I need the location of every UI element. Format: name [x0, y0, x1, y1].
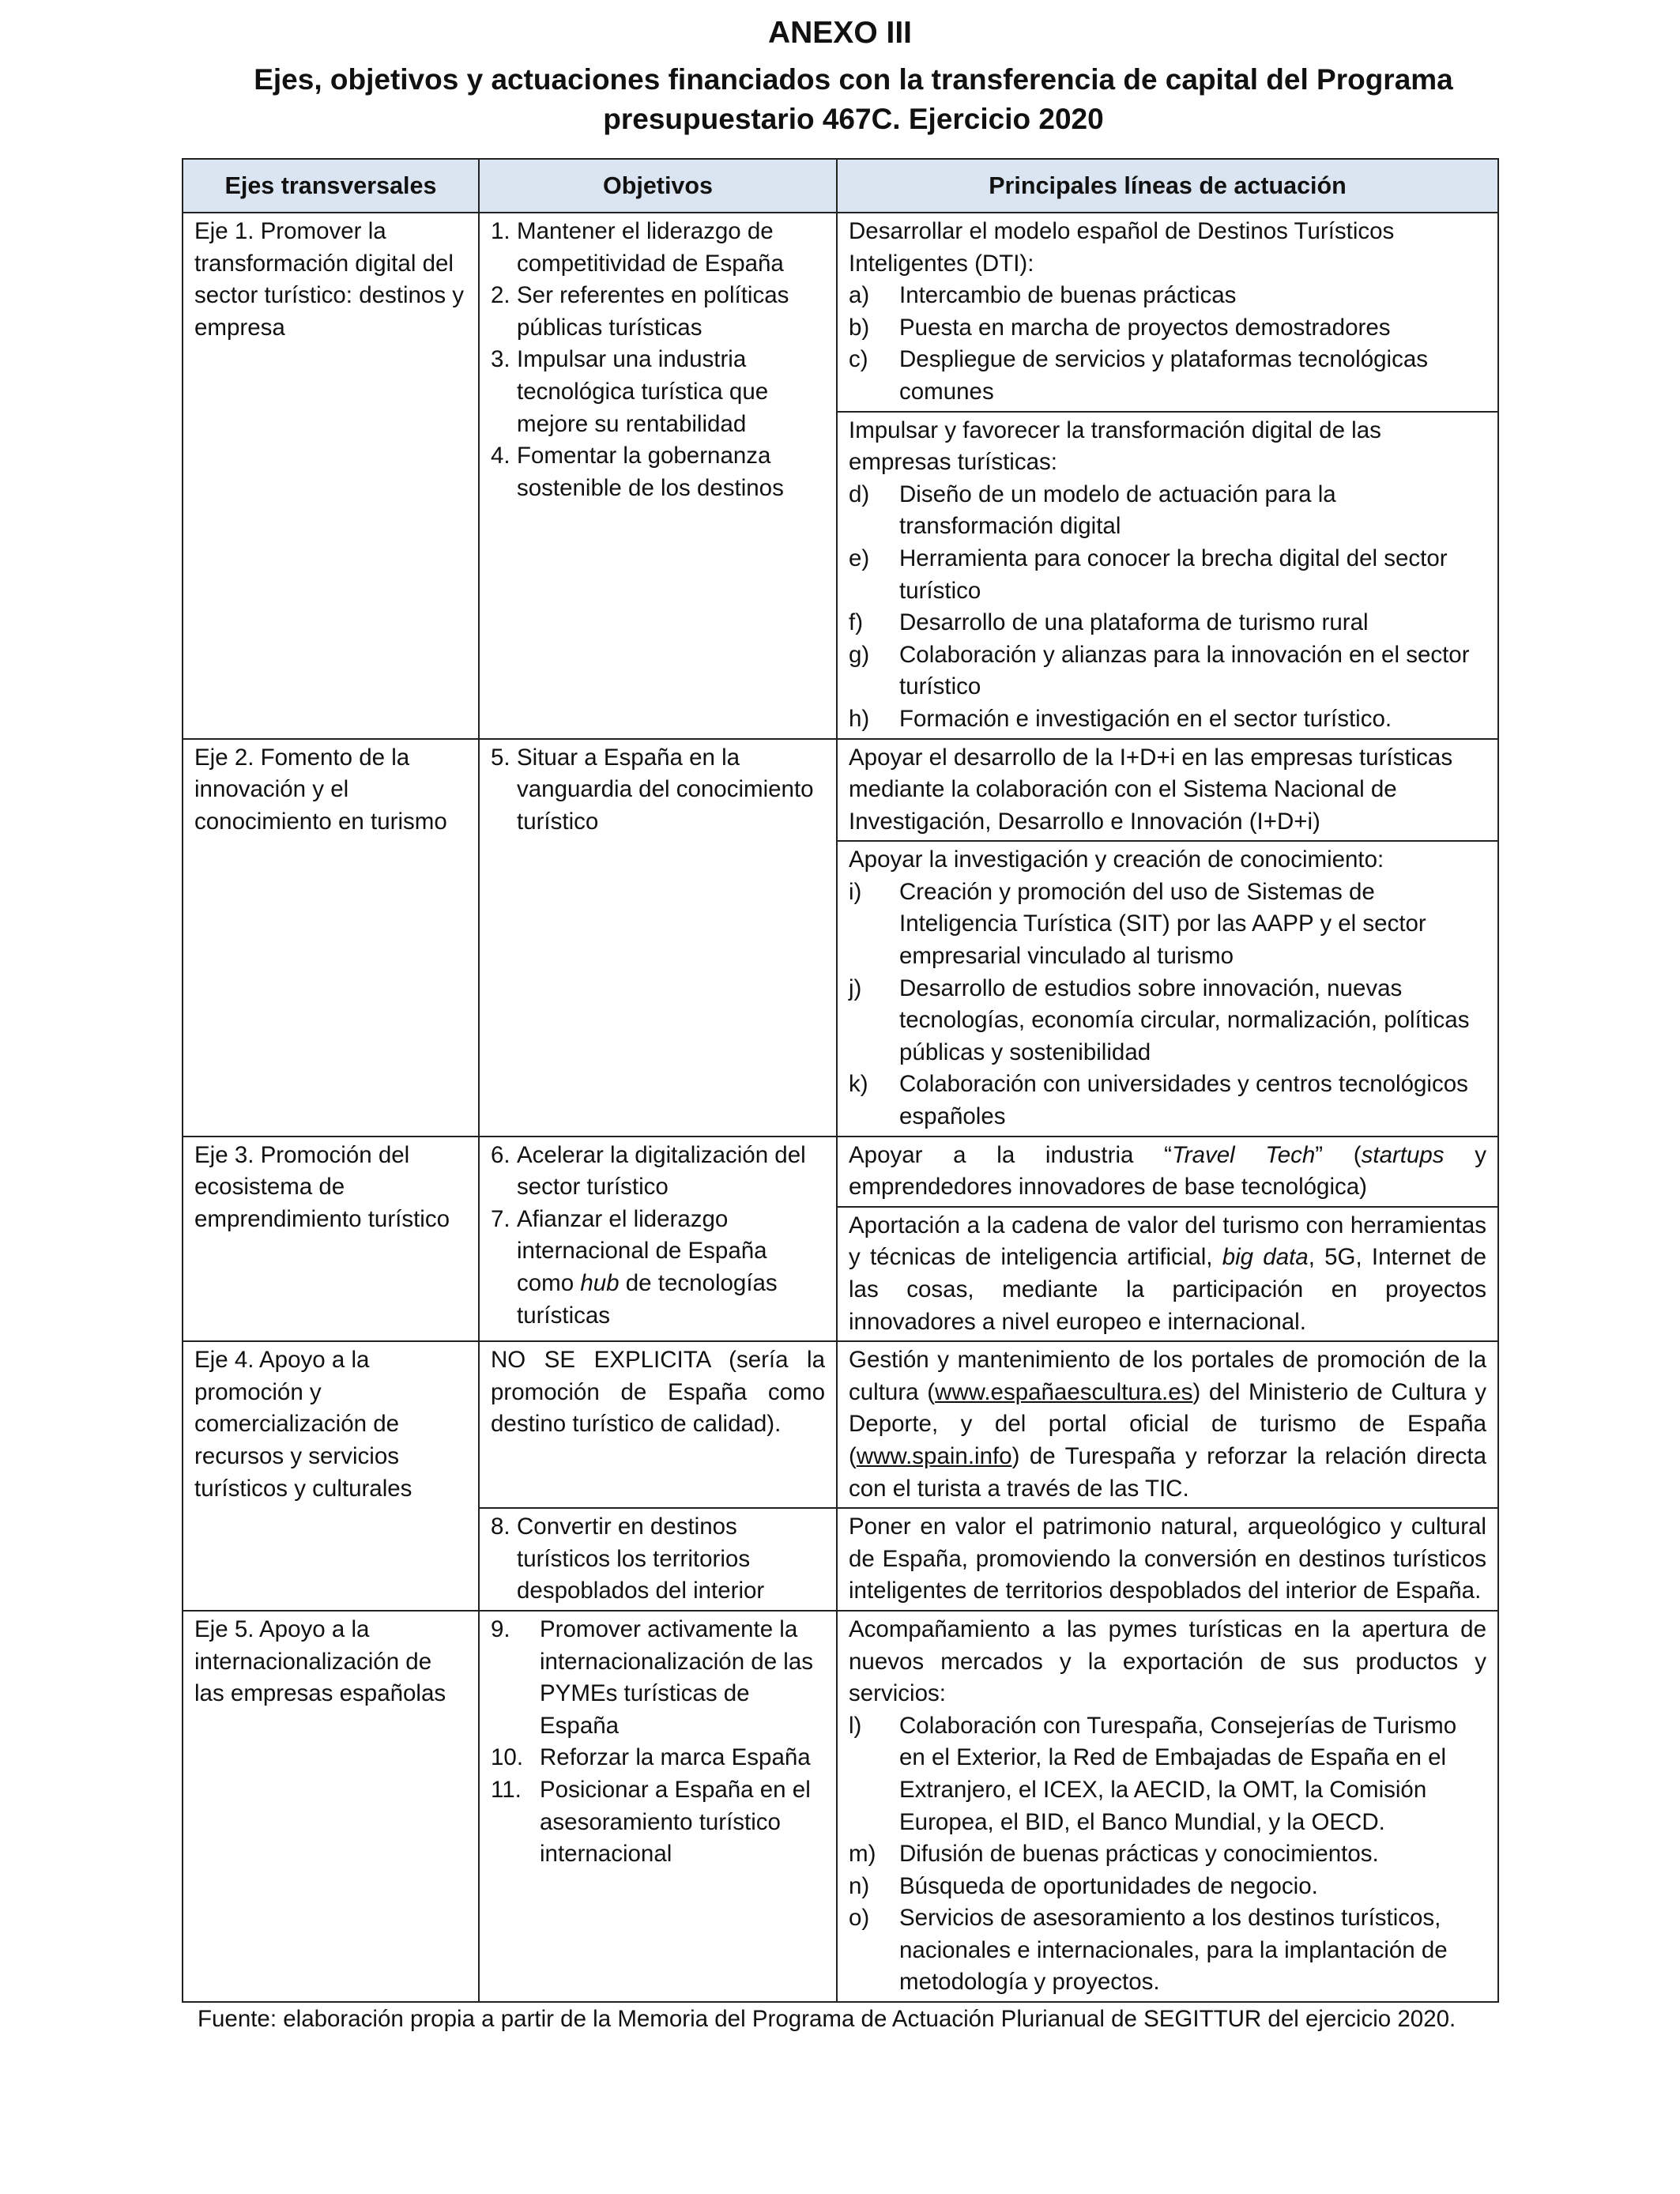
- axis-cell-eje1: Eje 1. Promover la transformación digital del sector turístico: destinos y empresa: [183, 213, 479, 739]
- list-item: 10. Reforzar la marca España: [491, 1744, 811, 1771]
- action-cell-eje4-heritage: Poner en valor el patrimonio natural, arqueológico y cultural de España, promoviendo la conversión en destinos turísticos inteligentes de territorios despoblados del interior de España.: [837, 1508, 1498, 1611]
- list-item: 7. Afianzar el liderazgo internacional de España como hub de tecnologías turísticas: [491, 1205, 778, 1329]
- axis-cell-eje3: Eje 3. Promoción del ecosistema de emprendimiento turístico: [183, 1137, 479, 1342]
- objectives-cell-eje3: [479, 1137, 837, 1342]
- list-item: 1. Mantener el liderazgo de competitividad de España: [491, 218, 784, 277]
- list-item: 2. Ser referentes en políticas públicas turísticas: [491, 282, 789, 341]
- table-header-row: [183, 159, 1498, 213]
- axis-cell-eje4: Eje 4. Apoyo a la promoción y comercialización de recursos y servicios turísticos y culturales: [183, 1341, 479, 1611]
- action-cell-eje3-traveltech: Apoyar a la industria “Travel Tech” (startups y emprendedores innovadores de base tecnológica): [837, 1137, 1498, 1207]
- source-note: Fuente: elaboración propia a partir de la Memoria del Programa de Actuación Plurianual de SEGITTUR del ejercicio 2020.: [198, 2006, 1456, 2032]
- link-espanaescultura[interactable]: www.españaescultura.es: [935, 1378, 1193, 1405]
- header-objetivos: Objetivos: [479, 159, 837, 213]
- action-intro: Impulsar y favorecer la transformación digital de las empresas turísticas:: [849, 417, 1381, 476]
- list-item: 4. Fomentar la gobernanza sostenible de los destinos: [491, 443, 784, 501]
- action-intro: Desarrollar el modelo español de Destinos Turísticos Inteligentes (DTI):: [849, 218, 1395, 277]
- action-cell-eje4-portals: Gestión y mantenimiento de los portales de promoción de la cultura (www.españaescultura.es) del Ministerio de Cultura y Deporte, y del portal oficial de turismo de España (www.spain.info) de Turespaña y reforzar la relación directa con el turista a través de las TIC.: [837, 1341, 1498, 1508]
- action-cell-eje2-research: [837, 841, 1498, 1136]
- list-item: c) Despliegue de servicios y plataformas tecnológicas comunes: [849, 346, 1429, 405]
- list-item: 11. Posicionar a España en el asesoramiento turístico internacional: [491, 1776, 811, 1868]
- objectives-cell-eje4b: [479, 1508, 837, 1611]
- list-item: i) Creación y promoción del uso de Sistemas de Inteligencia Turística (SIT) por las AAPP y el sector empresarial vinculado al turismo: [849, 878, 1426, 970]
- list-item: o) Servicios de asesoramiento a los destinos turísticos, nacionales e internacionales, para la implantación de metodología y proyectos.: [849, 1905, 1448, 1996]
- list-item: l) Colaboración con Turespaña, Consejerías de Turismo en el Exterior, la Red de Embajadas de España en el Extranjero, el ICEX, la AECID, la OMT, la Comisión Europea, el BID, el Banco Mundial, y la OECD.: [849, 1712, 1457, 1835]
- list-item: a) Intercambio de buenas prácticas: [849, 282, 1237, 309]
- action-cell-eje5: [837, 1611, 1498, 2002]
- list-item: 8. Convertir en destinos turísticos los territorios despoblados del interior: [491, 1514, 765, 1604]
- objectives-cell-eje2: [479, 739, 837, 1137]
- table-row: [183, 1137, 1498, 1207]
- list-item: 5. Situar a España en la vanguardia del conocimiento turístico: [491, 744, 814, 835]
- list-item: f) Desarrollo de una plataforma de turismo rural: [849, 609, 1369, 636]
- annex-title: ANEXO III: [767, 16, 913, 50]
- list-item: m) Difusión de buenas prácticas y conocimientos.: [849, 1841, 1379, 1868]
- list-item: n) Búsqueda de oportunidades de negocio.: [849, 1872, 1318, 1899]
- list-item: d) Diseño de un modelo de actuación para la transformación digital: [849, 481, 1336, 540]
- list-item: j) Desarrollo de estudios sobre innovación, nuevas tecnologías, economía circular, normalización, políticas públicas y sostenibilidad: [849, 974, 1470, 1065]
- table-row: [183, 739, 1498, 842]
- list-item: b) Puesta en marcha de proyectos demostradores: [849, 314, 1391, 341]
- table-row: [183, 1611, 1498, 2002]
- list-item: 9. Promover activamente la internacionalización de las PYMEs turísticas de España: [491, 1615, 814, 1739]
- action-cell-eje2-idi: Apoyar el desarrollo de la I+D+i en las empresas turísticas mediante la colaboración con el Sistema Nacional de Investigación, Desarrollo e Innovación (I+D+i): [837, 739, 1498, 842]
- list-item: h) Formación e investigación en el sector turístico.: [849, 705, 1392, 732]
- action-cell-eje1-digital: [837, 412, 1498, 739]
- action-intro: Acompañamiento a las pymes turísticas en la apertura de nuevos mercados y la exportación de sus productos y servicios:: [849, 1615, 1486, 1707]
- table-row: [183, 1341, 1498, 1508]
- list-item: e) Herramienta para conocer la brecha digital del sector turístico: [849, 545, 1448, 604]
- header-ejes: Ejes transversales: [183, 159, 479, 213]
- objectives-cell-eje1: [479, 213, 837, 739]
- action-intro: Apoyar la investigación y creación de conocimiento:: [849, 846, 1384, 873]
- axis-cell-eje2: Eje 2. Fomento de la innovación y el conocimiento en turismo: [183, 739, 479, 1137]
- list-item: g) Colaboración y alianzas para la innovación en el sector turístico: [849, 641, 1470, 700]
- action-cell-eje1-dti: [837, 213, 1498, 412]
- link-spain-info[interactable]: www.spain.info: [856, 1442, 1012, 1469]
- list-item: 3. Impulsar una industria tecnológica turística que mejore su rentabilidad: [491, 346, 769, 437]
- document-title: Ejes, objetivos y actuaciones financiados con la transferencia de capital del Programa presupuestario 467C. Ejercicio 2020: [254, 63, 1453, 135]
- header-actuaciones: Principales líneas de actuación: [837, 159, 1498, 213]
- table-row: [183, 213, 1498, 412]
- axis-cell-eje5: Eje 5. Apoyo a la internacionalización de las empresas españolas: [183, 1611, 479, 2002]
- annex-table: [182, 158, 1499, 2003]
- list-item: 6. Acelerar la digitalización del sector turístico: [491, 1141, 806, 1201]
- action-cell-eje3-ai: Aportación a la cadena de valor del turismo con herramientas y técnicas de inteligencia artificial, big data, 5G, Internet de las cosas, mediante la participación en proyectos innovadores a nivel europeo e internacional.: [837, 1207, 1498, 1341]
- list-item: k) Colaboración con universidades y centros tecnológicos españoles: [849, 1071, 1468, 1130]
- objectives-cell-eje4a: NO SE EXPLICITA (sería la promoción de España como destino turístico de calidad).: [479, 1341, 837, 1508]
- objectives-cell-eje5: [479, 1611, 837, 2002]
